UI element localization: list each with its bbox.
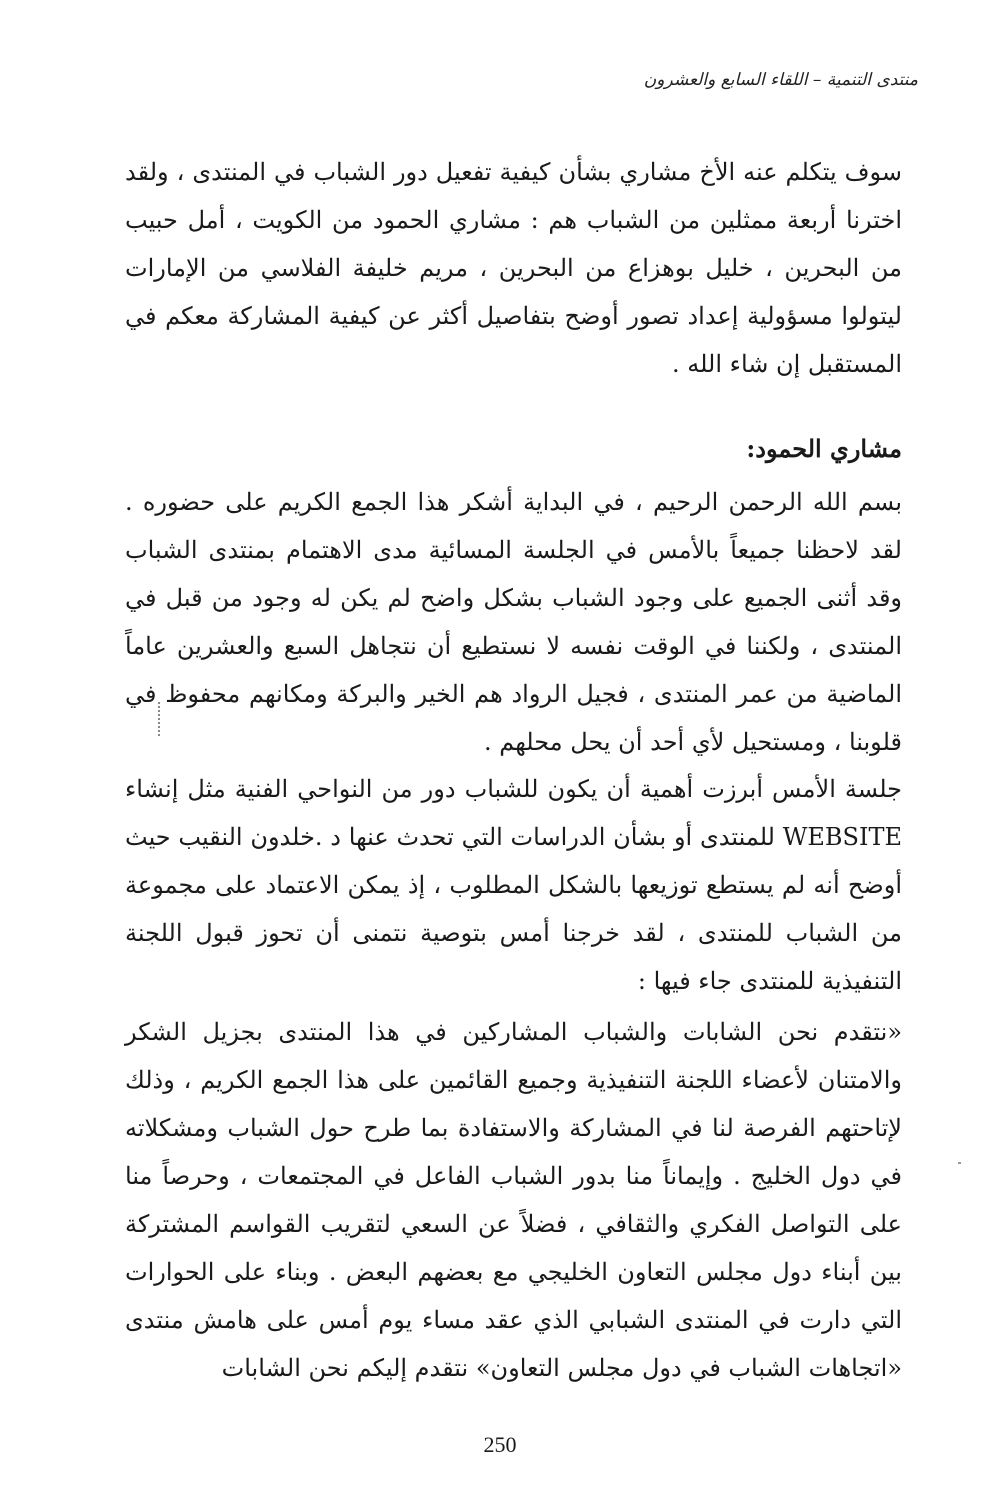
paragraph-greeting [125,478,902,766]
paragraph-text: سوف يتكلم عنه الأخ مشاري بشأن كيفية تفعيل دور الشباب في المنتدى ، ولقد اخترنا أربعة ممثلين من الشباب هم : مشاري الحمود من الكويت ، أمل حبيب من البحرين ، خليل بوهزاع من البحرين ، مريم خليفة الفلاسي من الإمارات ليتولوا مسؤولية إعداد تصور أوضح بتفاصيل أكثر عن كيفية المشاركة معكم في المستقبل إن شاء الله . [125,158,902,378]
paragraph-text: «نتقدم نحن الشابات والشباب المشاركين في هذا المنتدى بجزيل الشكر والامتنان لأعضاء اللجنة التنفيذية وجميع القائمين على هذا الجمع الكريم ، وذلك لإتاحتهم الفرصة لنا في المشاركة والاستفادة بما طرح حول الشباب ومشكلاته في دول الخليج . وإيماناً منا بدور الشباب الفاعل في المجتمعات ، وحرصاً منا على التواصل الفكري والثقافي ، فضلاً عن السعي لتقريب القواسم المشتركة بين أبناء دول مجلس التعاون الخليجي مع بعضهم البعض . وبناء على الحوارات التي دارت في المنتدى الشبابي الذي عقد مساء يوم أمس على هامش منتدى «اتجاهات الشباب في دول مجلس التعاون» نتقدم إليكم نحن الشابات [125,1018,902,1382]
page-number: 250 [483,1432,517,1457]
scan-mark [158,702,162,736]
paragraph-text: بسم الله الرحمن الرحيم ، في البداية أشكر هذا الجمع الكريم على حضوره . لقد لاحظنا جميعاً بالأمس في الجلسة المسائية مدى الاهتمام بمنتدى الشباب وقد أثنى الجميع على وجود الشباب بشكل واضح لم يكن له وجود من قبل في المنتدى ، ولكننا في الوقت نفسه لا نستطيع أن نتجاهل السبع والعشرين عاماً الماضية من عمر المنتدى ، فجيل الرواد هم الخير والبركة ومكانهم محفوظ في قلوبنا ، ومستحيل لأي أحد أن يحل محلهم . [125,488,902,756]
running-header: منتدى التنمية – اللقاء السابع والعشرون [643,70,918,90]
paragraph-recommendation [125,1008,902,1392]
speaker-heading: مشاري الحمود: [746,434,902,463]
scan-mark [958,1162,961,1164]
paragraph-session [125,765,902,1005]
paragraph-text: جلسة الأمس أبرزت أهمية أن يكون للشباب دور من النواحي الفنية مثل إنشاء WEBSITE للمنتدى أو بشأن الدراسات التي تحدث عنها د .خلدون النقيب حيث أوضح أنه لم يستطع توزيعها بالشكل المطلوب ، إذ يمكن الاعتماد على مجموعة من الشباب للمنتدى ، لقد خرجنا أمس بتوصية نتمنى أن تحوز قبول اللجنة التنفيذية للمنتدى جاء فيها : [125,775,902,995]
paragraph-intro [125,148,902,388]
